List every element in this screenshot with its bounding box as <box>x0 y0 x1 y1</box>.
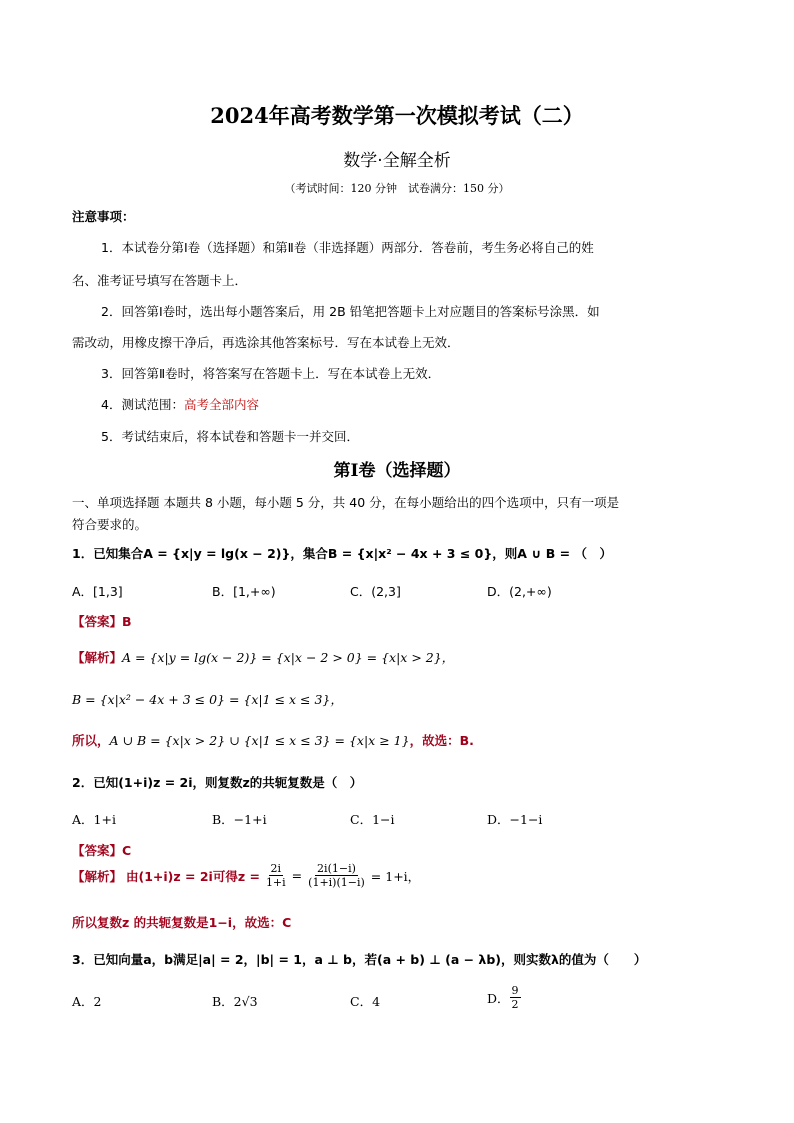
q1-answer <box>72 612 132 630</box>
q2-option-d: D．−1−i <box>487 812 543 827</box>
q3-stem: 3．已知向量a，b满足|a| = 2，|b| = 1，a ⊥ b，若(a + b) ⊥ (a − λb)，则实数λ的值为（ ） <box>72 952 647 967</box>
q2-equals: = <box>291 868 303 884</box>
note-3: 3．回答第Ⅱ卷时，将答案写在答题卡上．写在本试卷上无效． <box>101 366 441 381</box>
q2-analysis-line <box>72 862 420 889</box>
section-intro-line-2: 符合要求的。 <box>72 517 148 532</box>
q1-conclusion-prefix: 所以， <box>72 733 110 748</box>
section-intro-line-1: 一、单项选择题 本题共 8 小题，每小题 5 分，共 40 分，在每小题给出的四个选项中，只有一项是 <box>72 495 620 510</box>
q3-option-a: A．2 <box>72 994 102 1009</box>
q3-option-c: C．4 <box>350 994 381 1009</box>
q3-option-d-numerator: 9 <box>511 984 519 997</box>
notes-heading: 注意事项： <box>72 209 135 224</box>
note-4 <box>101 395 259 413</box>
note-1-line-1: 1．本试卷分第Ⅰ卷（选择题）和第Ⅱ卷（非选择题）两部分．答卷前，考生务必将自己的姓 <box>101 240 594 255</box>
q1-stem: 1．已知集合A = {x|y = lg(x − 2)}，集合B = {x|x² − 4x + 3 ≤ 0}，则A ∪ B = （ ） <box>72 546 612 561</box>
section-title: 第Ⅰ卷（选择题） <box>333 461 461 481</box>
q3-option-d <box>487 984 521 1011</box>
q1-conclusion-math: A ∪ B = {x|x > 2} ∪ {x|1 ≤ x ≤ 3} = {x|x ≥ 1} <box>109 733 410 748</box>
note-2-line-2: 需改动，用橡皮擦干净后，再选涂其他答案标号．写在本试卷上无效． <box>72 335 460 350</box>
q1-option-b: B．[1,+∞) <box>212 584 276 599</box>
q2-fraction-1 <box>264 862 288 889</box>
exam-info: （考试时间：120 分钟 试卷满分：150 分） <box>284 182 510 195</box>
q1-option-c: C．(2,3] <box>350 584 401 599</box>
q2-fraction-2 <box>306 862 367 889</box>
q2-fraction-2-denominator: (1+i)(1−i) <box>308 876 365 890</box>
note-4-scope: 高考全部内容 <box>183 397 259 412</box>
note-2-line-1: 2．回答第Ⅰ卷时，选出每小题答案后，用 2B 铅笔把答题卡上对应题目的答案标号涂黑．如 <box>101 304 600 319</box>
q1-analysis-line-2: B = {x|x² − 4x + 3 ≤ 0} = {x|1 ≤ x ≤ 3}， <box>72 692 343 707</box>
q2-answer <box>72 841 131 859</box>
q2-conclusion: 所以复数z 的共轭复数是1−i，故选：C <box>72 915 292 930</box>
q3-option-d-prefix: D． <box>487 990 510 1006</box>
q2-option-b: B．−1+i <box>212 812 267 827</box>
q1-analysis-label: 【解析】 <box>72 650 123 665</box>
page-title: 2024年高考数学第一次模拟考试（二） <box>210 103 584 128</box>
q2-analysis-suffix: = 1+i， <box>370 868 421 884</box>
q1-conclusion-suffix: ，故选：B. <box>409 733 474 748</box>
q3-option-d-fraction <box>510 984 521 1011</box>
q2-fraction-1-denominator: 1+i <box>265 876 286 890</box>
q1-analysis-line-1 <box>72 648 454 666</box>
q2-option-c: C．1−i <box>350 812 395 827</box>
q1-answer-label: 【答案】 <box>72 614 123 629</box>
q2-answer-value: C <box>122 843 132 858</box>
q2-analysis-prefix: 由(1+i)z = 2i可得z = <box>126 868 260 884</box>
note-4-prefix: 4．测试范围： <box>101 397 184 412</box>
q2-answer-label: 【答案】 <box>72 843 123 858</box>
page-subtitle: 数学·全解全析 <box>343 151 451 171</box>
note-5: 5．考试结束后，将本试卷和答题卡一并交回． <box>101 429 359 444</box>
q1-conclusion <box>72 731 474 749</box>
q2-fraction-2-numerator: 2i(1−i) <box>317 862 356 875</box>
q3-option-d-denominator: 2 <box>511 998 519 1012</box>
q1-option-a: A．[1,3] <box>72 584 123 599</box>
q2-analysis-label: 【解析】 <box>72 868 123 884</box>
q1-answer-value: B <box>122 614 132 629</box>
q1-option-d: D．(2,+∞) <box>487 584 552 599</box>
q2-fraction-1-numerator: 2i <box>270 862 282 875</box>
q2-option-a: A．1+i <box>72 812 116 827</box>
q2-stem: 2．已知(1+i)z = 2i，则复数z的共轭复数是（ ） <box>72 775 363 790</box>
q3-option-b: B．2√3 <box>212 994 258 1009</box>
q1-analysis-text-1: A = {x|y = lg(x − 2)} = {x|x − 2 > 0} = {x|x > 2}， <box>122 650 455 665</box>
note-1-line-2: 名、准考证号填写在答题卡上． <box>72 273 248 288</box>
